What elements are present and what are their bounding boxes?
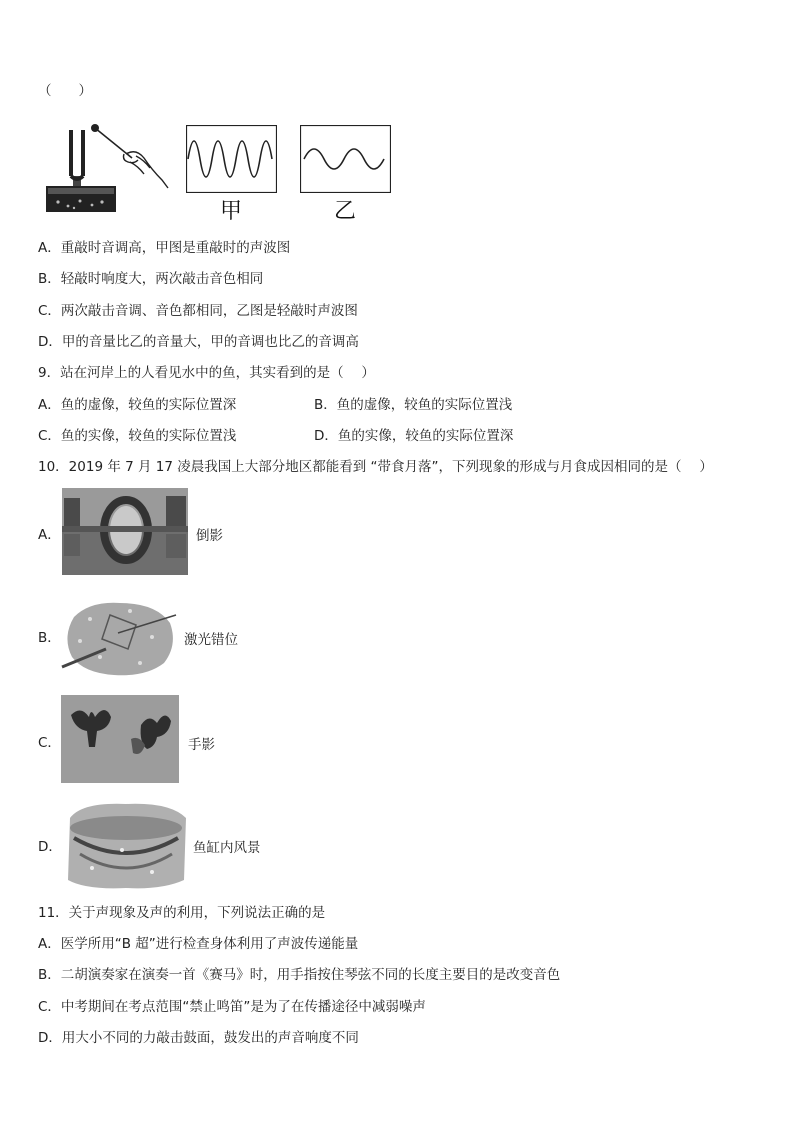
- tuning-fork-figure: [40, 118, 172, 216]
- q11-option-c: C．中考期间在考点范围“禁止鸣笛”是为了在传播途径中减弱噪声: [38, 999, 426, 1015]
- q9-option-a: A．鱼的虚像，较鱼的实际位置深: [38, 397, 237, 413]
- q8-bracket: （ ）: [38, 83, 92, 99]
- q9-stem: 9．站在河岸上的人看见水中的鱼，其实看到的是（ ）: [38, 365, 375, 381]
- laser-offset-photo: [60, 597, 178, 679]
- q8-option-c: C．两次敲击音调、音色都相同，乙图是轻敲时声波图: [38, 303, 358, 319]
- wave-yi-figure: [300, 125, 391, 193]
- q10-option-c-letter: C．: [38, 735, 61, 751]
- q10-option-a-label: 倒影: [196, 528, 223, 544]
- fish-tank-photo: [62, 798, 190, 890]
- hand-shadow-photo: [61, 695, 179, 783]
- q11-option-b: B．二胡演奏家在演奏一首《赛马》时，用手指按住琴弦不同的长度主要目的是改变音色: [38, 967, 561, 983]
- q9-option-d: D．鱼的实像，较鱼的实际位置深: [314, 428, 514, 444]
- q8-option-a: A．重敲时音调高，甲图是重敲时的声波图: [38, 240, 291, 256]
- caption-yi: 乙: [334, 199, 357, 224]
- q10-option-b-letter: B．: [38, 630, 61, 646]
- caption-jia: 甲: [220, 199, 243, 224]
- q8-option-d: D．甲的音量比乙的音量大，甲的音调也比乙的音调高: [38, 334, 359, 350]
- wave-jia-figure: [186, 125, 277, 193]
- q10-option-c-label: 手影: [188, 737, 215, 753]
- q10-option-b-label: 激光错位: [184, 632, 238, 648]
- reflection-photo: [62, 488, 188, 575]
- q10-option-d-label: 鱼缸内风景: [193, 840, 261, 856]
- q8-option-b: B．轻敲时响度大，两次敲击音色相同: [38, 271, 264, 287]
- q10-option-a-letter: A．: [38, 527, 61, 543]
- q10-option-d-letter: D．: [38, 839, 62, 855]
- q9-option-b: B．鱼的虚像，较鱼的实际位置浅: [314, 397, 513, 413]
- q9-option-c: C．鱼的实像，较鱼的实际位置浅: [38, 428, 237, 444]
- q11-option-d: D．用大小不同的力敲击鼓面，鼓发出的声音响度不同: [38, 1030, 359, 1046]
- q11-option-a: A．医学所用“B 超”进行检查身体利用了声波传递能量: [38, 936, 359, 952]
- q11-stem: 11．关于声现象及声的利用，下列说法正确的是: [38, 905, 326, 921]
- q10-stem: 10．2019 年 7 月 17 凌晨我国上大部分地区都能看到 “带食月落”，下列现象的形成与月食成因相同的是（ ）: [38, 459, 713, 475]
